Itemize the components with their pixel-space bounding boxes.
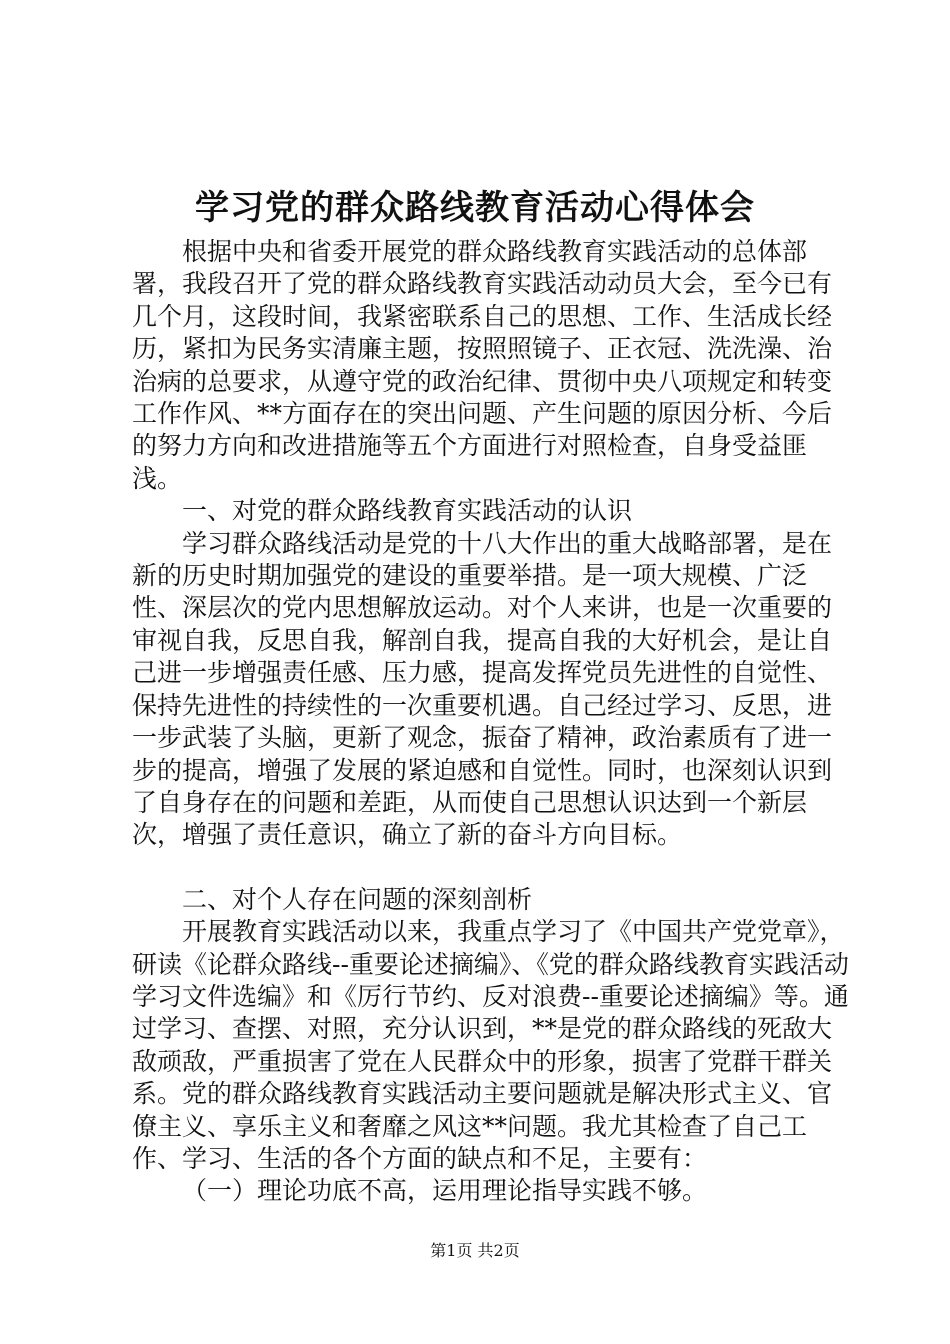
section-2-paragraph: 开展教育实践活动以来，我重点学习了《中国共产党党章》，研读《论群众路线--重要论述摘编》、《党的群众路线教育实践活动学习文件选编》和《厉行节约、反对浪费--重要论述摘编》等。通过学习、查摆、对照，充分认识到，**是党的群众路线的死敌大敌顽敌，严重损害了党在人民群众中的形象，损害了党群干群关系。党的群众路线教育实践活动主要问题就是解决形式主义、官僚主义、享乐主义和奢靡之风这**问题。我尤其检查了自己工作、学习、生活的各个方面的缺点和不足，主要有： (132, 917, 849, 1173)
subsection-heading-1: （一）理论功底不高，运用理论指导实践不够。 (182, 1176, 708, 1206)
document-body (132, 236, 852, 1208)
page-number-footer: 第1页 共2页 (430, 1241, 520, 1260)
section-1-paragraph: 学习群众路线活动是党的十八大作出的重大战略部署，是在新的历史时期加强党的建设的重要举措。是一项大规模、广泛性、深层次的党内思想解放运动。对个人来讲，也是一次重要的审视自我，反思自我，解剖自我，提高自我的大好机会，是让自己进一步增强责任感、压力感，提高发挥党员先进性的自觉性、保持先进性的持续性的一次重要机遇。自己经过学习、反思，进一步武装了头脑，更新了观念，振奋了精神，政治素质有了进一步的提高，增强了发展的紧迫感和自觉性。同时，也深刻认识到了自身存在的问题和差距，从而使自己思想认识达到一个新层次，增强了责任意识，确立了新的奋斗方向目标。 (132, 528, 833, 850)
document-title: 学习党的群众路线教育活动心得体会 (195, 188, 755, 228)
intro-paragraph: 根据中央和省委开展党的群众路线教育实践活动的总体部署，我段召开了党的群众路线教育实践活动动员大会，至今已有几个月，这段时间，我紧密联系自己的思想、工作、生活成长经历，紧扣为民务实清廉主题，按照照镜子、正衣冠、洗洗澡、治治病的总要求，从遵守党的政治纪律、贯彻中央八项规定和转变工作作风、**方面存在的突出问题、产生问题的原因分析、今后的努力方向和改进措施等五个方面进行对照检查，自身受益匪浅。 (132, 237, 833, 493)
section-heading-1: 一、对党的群众路线教育实践活动的认识 (182, 496, 633, 526)
paragraph-spacer (132, 852, 852, 884)
section-heading-2: 二、对个人存在问题的深刻剖析 (182, 884, 533, 914)
